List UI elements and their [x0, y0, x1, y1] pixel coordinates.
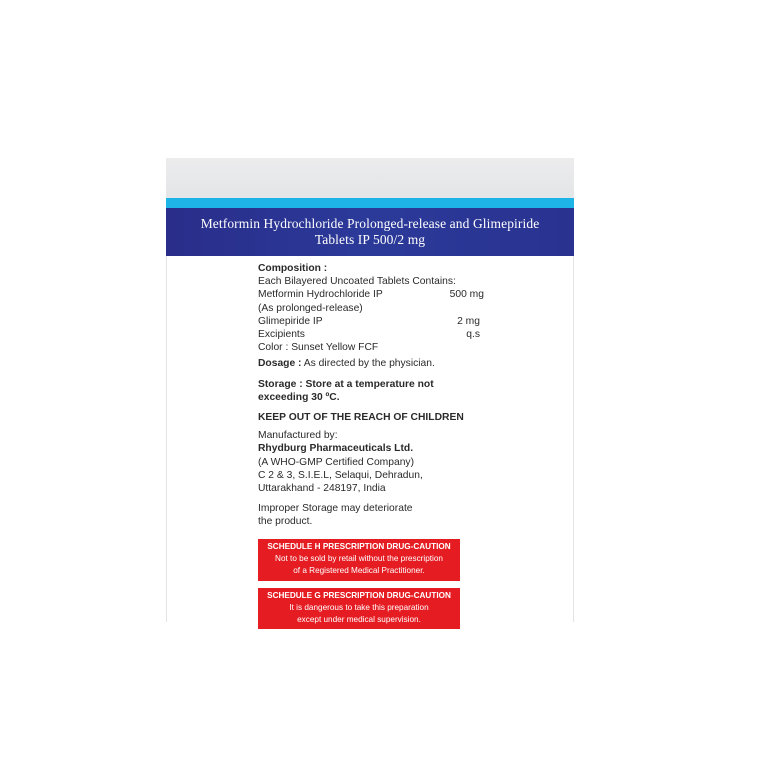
- product-title-line1: Metformin Hydrochloride Prolonged-release and Glimepiride: [200, 216, 540, 231]
- product-title: [175, 216, 565, 248]
- title-band: [166, 208, 574, 256]
- composition-heading: Composition :: [258, 263, 328, 274]
- ingredient-name: Metformin Hydrochloride IP: [258, 289, 383, 301]
- schedule-g-warning: [258, 588, 460, 630]
- schedule-h-warning: [258, 539, 460, 581]
- ingredient-amount: 2 mg: [457, 315, 480, 327]
- keep-out-warning: KEEP OUT OF THE REACH OF CHILDREN: [258, 412, 464, 424]
- carton-left-edge: [166, 256, 167, 622]
- dosage-text: As directed by the physician.: [303, 358, 435, 370]
- ingredient-amount: q.s: [466, 329, 480, 341]
- label-content: [258, 262, 498, 629]
- composition-row: [258, 315, 480, 328]
- schedule-h-line2: of a Registered Medical Practitioner.: [293, 566, 425, 576]
- dosage-info: [258, 357, 498, 370]
- carton-top-flap: [166, 158, 574, 198]
- composition-row: [258, 288, 484, 301]
- improper-storage-line1: Improper Storage may deteriorate: [258, 503, 413, 515]
- medicine-carton: [166, 158, 574, 625]
- schedule-g-line2: except under medical supervision.: [297, 615, 421, 625]
- color-info: Color : Sunset Yellow FCF: [258, 342, 379, 354]
- dosage-label: Dosage :: [258, 358, 302, 370]
- composition-row: [258, 302, 480, 315]
- schedule-g-heading: SCHEDULE G PRESCRIPTION DRUG-CAUTION: [267, 590, 451, 600]
- storage-line1: Storage : Store at a temperature not: [258, 378, 434, 390]
- manufacturer-cert: (A WHO-GMP Certified Company): [258, 456, 415, 468]
- composition-row: [258, 328, 480, 341]
- manufacturer-name: Rhydburg Pharmaceuticals Ltd.: [258, 443, 414, 455]
- ingredient-name: (As prolonged-release): [258, 302, 363, 314]
- carton-right-edge: [573, 256, 574, 622]
- manufacturer-address-line1: C 2 & 3, S.I.E.L, Selaqui, Dehradun,: [258, 469, 423, 481]
- improper-storage-line2: the product.: [258, 516, 313, 528]
- ingredient-name: Glimepiride IP: [258, 315, 323, 327]
- composition-intro: Each Bilayered Uncoated Tablets Contains:: [258, 276, 456, 288]
- manufacturer-address-line2: Uttarakhand - 248197, India: [258, 483, 386, 495]
- storage-line2: exceeding 30 ºC.: [258, 391, 340, 403]
- product-title-line2: Tablets IP 500/2 mg: [314, 232, 426, 247]
- ingredient-name: Excipients: [258, 329, 305, 341]
- schedule-h-line1: Not to be sold by retail without the prescription: [275, 553, 443, 563]
- schedule-g-line1: It is dangerous to take this preparation: [289, 602, 429, 612]
- manufactured-by-label: Manufactured by:: [258, 430, 338, 442]
- schedule-h-heading: SCHEDULE H PRESCRIPTION DRUG-CAUTION: [267, 541, 451, 551]
- accent-stripe: [166, 198, 574, 208]
- ingredient-amount: 500 mg: [449, 289, 484, 301]
